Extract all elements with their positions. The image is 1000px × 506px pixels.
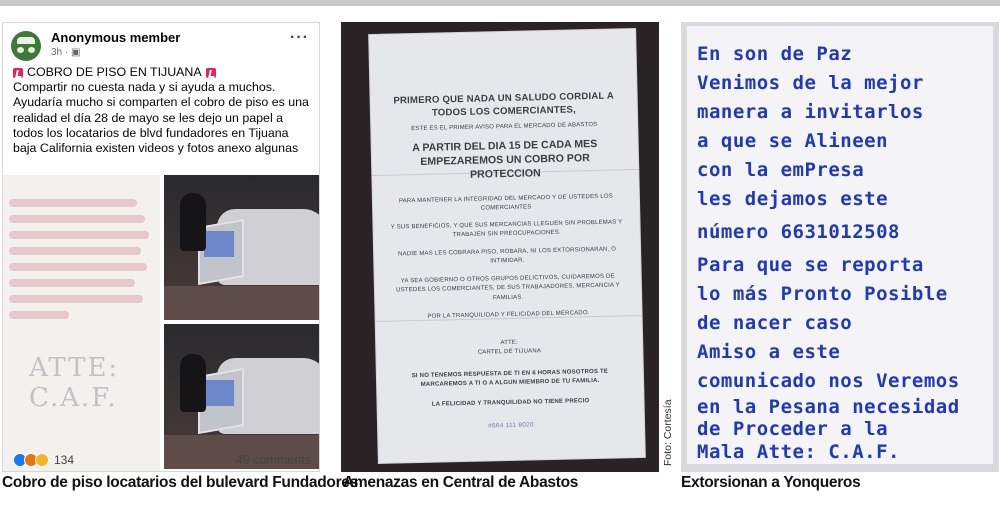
note-signature: ATTE: C.A.F. bbox=[29, 353, 120, 413]
handwritten-note-panel bbox=[681, 22, 999, 472]
note-line: número 6631012508 bbox=[697, 221, 900, 243]
note-line: Venimos de la mejor bbox=[697, 72, 924, 94]
post-text: Compartir no cuesta nada y si ayuda a muchos. Ayudaría mucho si comparten el cobro de piso es una realidad el día 28 de mayo se les dejo un papel a todos los locatarios de blvd fundadores en Tijuana baja California existen videos y fotos anexo algunas bbox=[13, 80, 309, 156]
wow-reaction-icon bbox=[35, 453, 49, 467]
letter-text bbox=[385, 89, 631, 431]
more-options-icon[interactable]: ··· bbox=[290, 29, 309, 46]
alert-emoji-icon bbox=[206, 68, 216, 78]
letter-closing: LA FELICIDAD Y TRANQUILIDAD NO TIENE PRECIO bbox=[431, 397, 590, 408]
letter-paragraph-3: NADIE MAS LES COBRARA PISO, ROBARA, NI LOS EXTORSIONARAN, O INTIMIDAR, bbox=[398, 246, 617, 265]
post-title: COBRO DE PISO EN TIJUANA bbox=[27, 65, 202, 79]
letter-notice: ESTE ES EL PRIMER AVISO PARA EL MERCADO DE ABASTOS bbox=[411, 121, 598, 133]
facebook-post-panel bbox=[2, 22, 320, 472]
letter-paragraph-4: YA SEA GOBIERNO O OTROS GRUPOS DELICTIVOS, CUIDAREMOS DE USTEDES LOS COMERCIANTES, DE SUS TRABAJADORES, MERCANCIA Y FAMILIAS. bbox=[396, 273, 620, 301]
globe-group-icon: ▣ bbox=[71, 47, 81, 58]
letter-signer: CARTEL DE TIJUANA bbox=[477, 348, 542, 356]
letter-photo-panel bbox=[341, 22, 659, 472]
note-line: a que se Alineen bbox=[697, 130, 889, 152]
post-photo-grid[interactable] bbox=[3, 175, 320, 471]
note-line: Amiso a este bbox=[697, 341, 841, 363]
post-time bbox=[51, 47, 80, 58]
note-line: manera a invitarlos bbox=[697, 101, 924, 123]
note-line: con la emPresa bbox=[697, 159, 865, 181]
anonymous-avatar-icon[interactable] bbox=[11, 31, 41, 61]
photo-security-camera-1[interactable] bbox=[164, 175, 320, 320]
letter-atte: ATTE: bbox=[500, 339, 519, 346]
post-title-row bbox=[13, 65, 315, 80]
handwritten-note bbox=[687, 26, 993, 464]
photo-security-camera-2[interactable] bbox=[164, 324, 320, 469]
post-timestamp: 3h · bbox=[51, 47, 69, 58]
letter-greeting: PRIMERO QUE NADA UN SALUDO CORDIAL A TODOS LOS COMERCIANTES, bbox=[393, 90, 615, 119]
note-line: de nacer caso bbox=[697, 312, 853, 334]
letter-warning: SI NO TENEMOS RESPUESTA DE TI EN 6 HORAS NOSOTROS TE MARCAREMOS A TI O A ALGUN MIEMBRO DE TU FAMILIA. bbox=[411, 368, 609, 388]
note-line: Mala Atte: C.A.F. bbox=[697, 441, 900, 463]
letter-paragraph-2: Y SUS BENEFICIOS, Y QUE SUS MERCANCIAS LLEGUEN SIN PROBLEMAS Y TRABAJEN SIN PREOCUPACIONES. bbox=[390, 218, 623, 239]
handwritten-text bbox=[697, 40, 997, 464]
comments-count[interactable]: 49 comments bbox=[235, 453, 311, 467]
top-divider bbox=[0, 0, 1000, 6]
note-line: lo más Pronto Posible bbox=[697, 283, 948, 305]
note-line: en la Pesana necesidad bbox=[697, 396, 960, 418]
reactions-summary[interactable] bbox=[13, 453, 74, 467]
photo-handwritten-note[interactable] bbox=[3, 175, 160, 471]
letter-paragraph-1: PARA MANTENER LA INTEGRIDAD DEL MERCADO Y DE USTEDES LOS COMERCIANTES bbox=[398, 193, 613, 212]
note-line: de Proceder a la bbox=[697, 418, 889, 440]
letter-phone: #664 111 8020 bbox=[488, 421, 534, 430]
letter-heading: A PARTIR DEL DIA 15 DE CADA MES EMPEZAREMOS UN COBRO POR PROTECCION bbox=[412, 137, 598, 181]
printed-letter bbox=[369, 29, 645, 463]
alert-emoji-icon bbox=[13, 68, 23, 78]
letter-paragraph-5: POR LA TRANQUILIDAD Y FELICIDAD DEL MERCADO. bbox=[427, 310, 590, 320]
note-line: En son de Paz bbox=[697, 43, 853, 65]
note-line: Para que se reporta bbox=[697, 254, 924, 276]
post-body bbox=[13, 65, 315, 156]
photo-credit: Foto: Cortesía bbox=[662, 399, 674, 466]
note-line: comunicado nos Veremos bbox=[697, 370, 960, 392]
note-line: les dejamos este bbox=[697, 188, 889, 210]
post-header bbox=[11, 29, 311, 61]
caption-2: Amenazas en Central de Abastos bbox=[343, 474, 579, 491]
caption-1: Cobro de piso locatarios del bulevard Fundadores bbox=[2, 474, 358, 491]
caption-3: Extorsionan a Yonqueros bbox=[681, 474, 861, 491]
reactions-count: 134 bbox=[54, 453, 75, 467]
post-author[interactable]: Anonymous member bbox=[51, 30, 181, 45]
